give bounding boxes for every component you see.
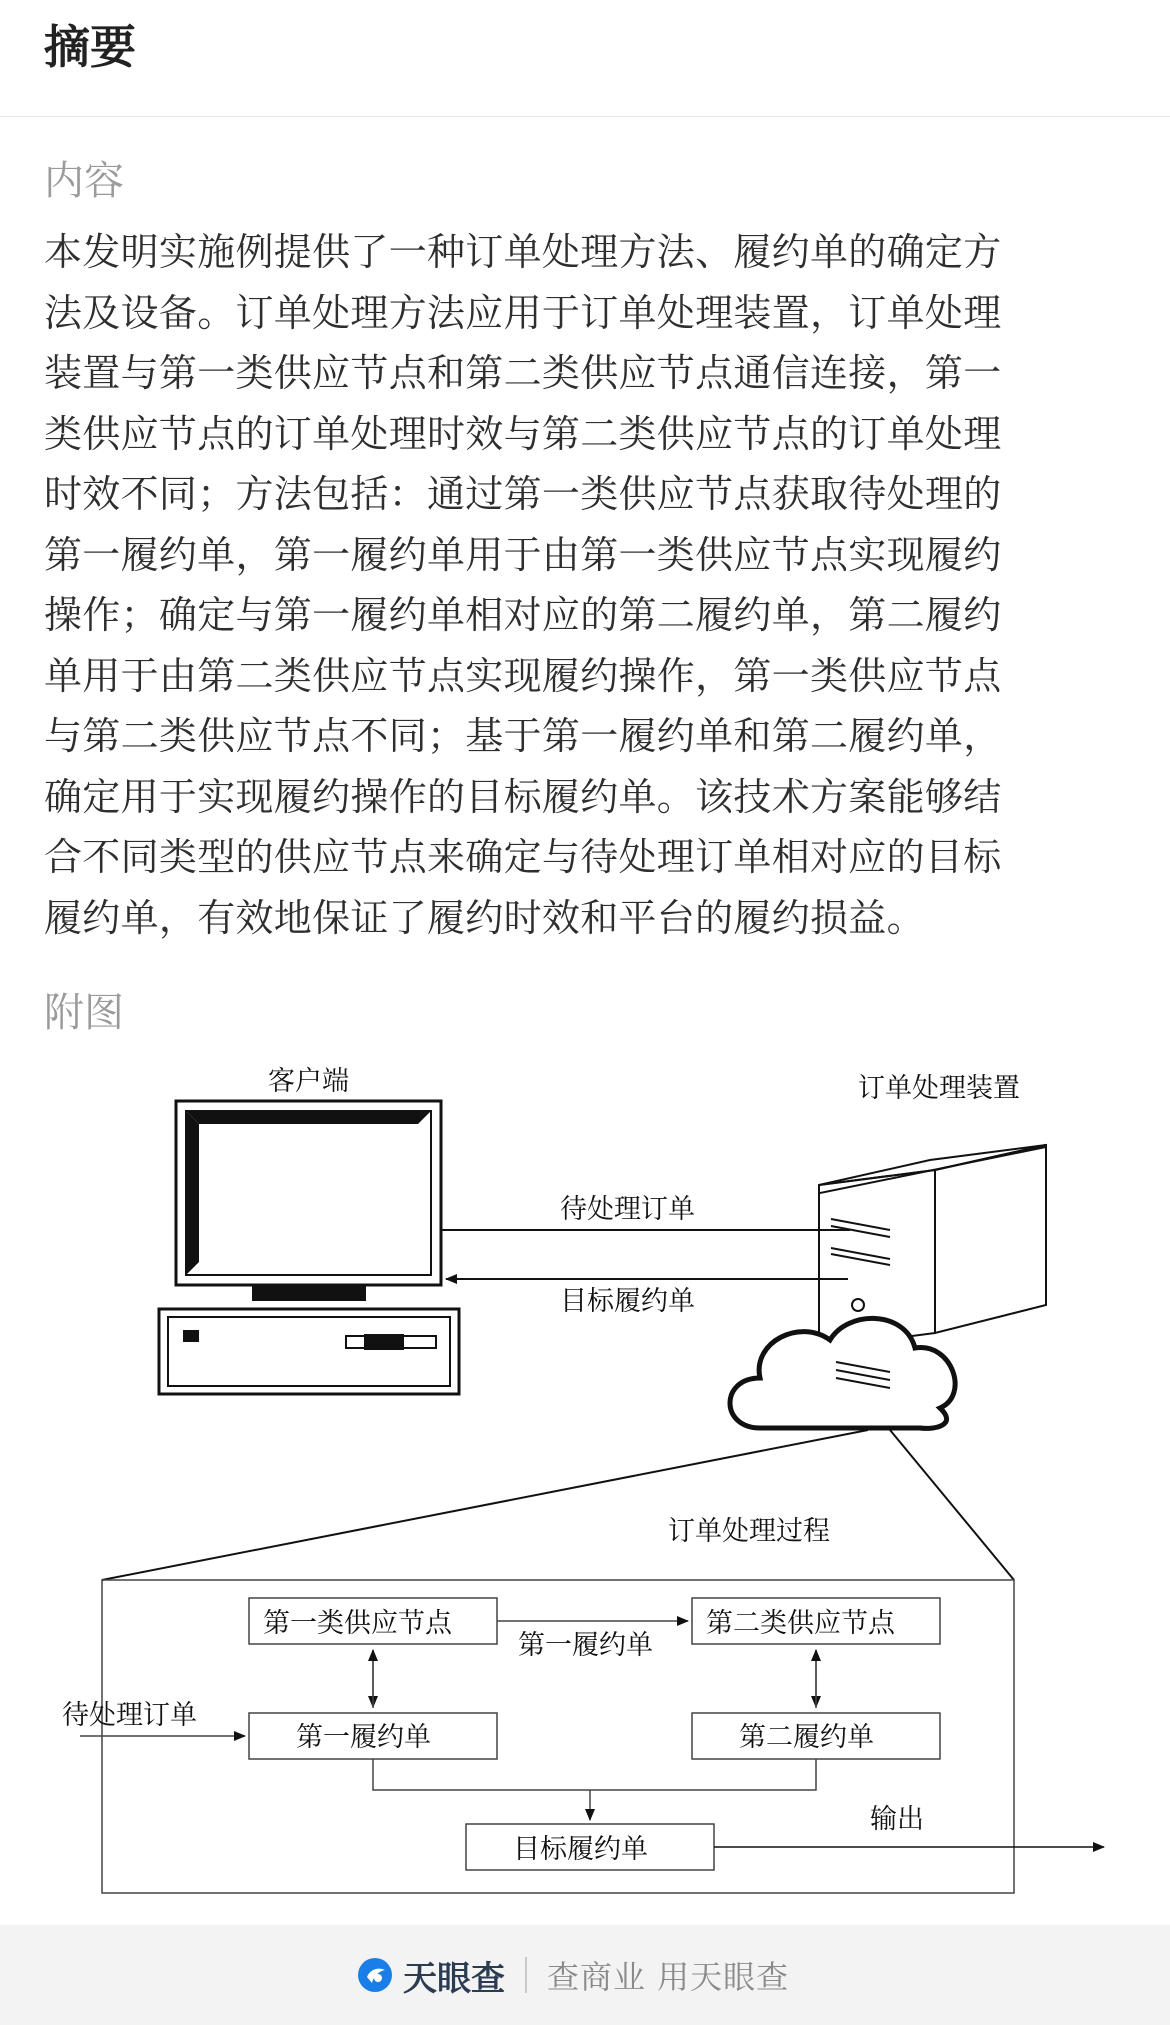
footer-slogan: 查商业 用天眼查	[547, 1958, 790, 1996]
content-section-label: 内容	[44, 158, 124, 204]
target-order-box-label: 目标履约单	[513, 1834, 648, 1865]
output-label: 输出	[870, 1804, 924, 1835]
server-label: 订单处理装置	[858, 1073, 1020, 1104]
server-icon	[819, 1145, 1046, 1348]
abstract-text	[44, 222, 1134, 948]
first-order-box-label: 第一履约单	[296, 1722, 431, 1753]
merge-line	[373, 1759, 816, 1790]
abstract-line: 与第二类供应节点不同；基于第一履约单和第二履约单，	[44, 714, 1002, 758]
pending-order-left-label: 待处理订单	[62, 1700, 197, 1731]
zoom-line-right	[890, 1430, 1014, 1580]
first-order-mid-label: 第一履约单	[518, 1630, 653, 1661]
process-label: 订单处理过程	[668, 1516, 830, 1547]
figure-section-label: 附图	[44, 990, 124, 1036]
abstract-line: 合不同类型的供应节点来确定与待处理订单相对应的目标	[44, 835, 1002, 879]
abstract-line: 第一履约单，第一履约单用于由第一类供应节点实现履约	[44, 532, 1002, 577]
abstract-line: 操作；确定与第一履约单相对应的第二履约单，第二履约	[44, 593, 1002, 637]
page-title: 摘要	[44, 20, 136, 74]
client-computer-icon	[159, 1101, 459, 1394]
page-header	[0, 0, 1170, 117]
abstract-line: 单用于由第二类供应节点实现履约操作，第一类供应节点	[44, 653, 1002, 698]
abstract-line: 履约单，有效地保证了履约时效和平台的履约损益。	[44, 895, 925, 940]
target-order-top-label: 目标履约单	[560, 1286, 695, 1317]
abstract-line: 时效不同；方法包括：通过第一类供应节点获取待处理的	[44, 472, 1002, 516]
footer-divider	[525, 1957, 527, 1993]
pending-order-top-label: 待处理订单	[560, 1194, 695, 1225]
footer-brand: 天眼查	[403, 1958, 505, 1999]
second-node-label: 第二类供应节点	[706, 1608, 895, 1639]
first-node-label: 第一类供应节点	[263, 1608, 452, 1639]
abstract-line: 本发明实施例提供了一种订单处理方法、履约单的确定方	[44, 230, 1002, 274]
abstract-line: 类供应节点的订单处理时效与第二类供应节点的订单处理	[44, 411, 1002, 456]
zoom-line-left	[102, 1430, 868, 1580]
abstract-line: 确定用于实现履约操作的目标履约单。该技术方案能够结	[44, 774, 1002, 819]
tianyancha-logo-icon	[355, 1955, 395, 1995]
footer-bar	[0, 1925, 1170, 2025]
footer-branding[interactable]	[355, 1949, 789, 2001]
client-label: 客户端	[268, 1066, 349, 1097]
second-order-box-label: 第二履约单	[739, 1722, 874, 1753]
abstract-line: 装置与第一类供应节点和第二类供应节点通信连接，第一	[44, 351, 1002, 395]
patent-figure[interactable]	[40, 1050, 1130, 1930]
abstract-line: 法及设备。订单处理方法应用于订单处理装置，订单处理	[44, 290, 1002, 335]
